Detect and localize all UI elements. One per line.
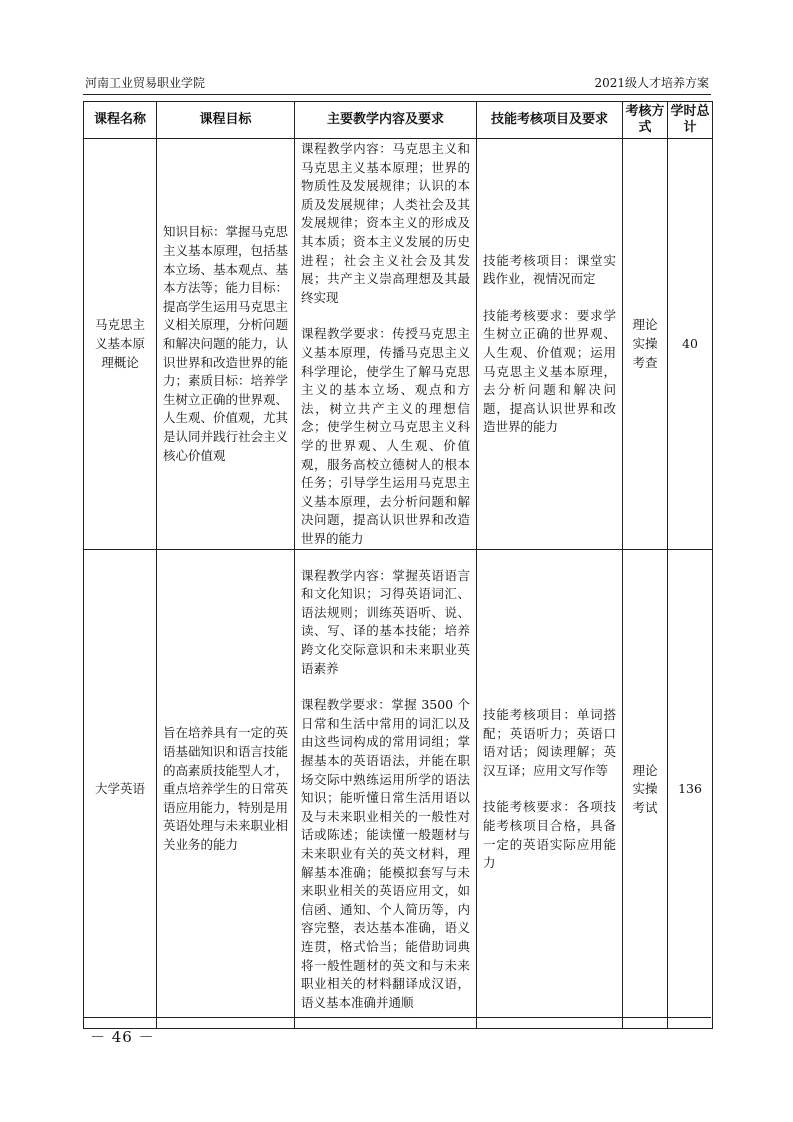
col-header-goal: 课程目标 [157,102,295,139]
skill-assessment [477,550,623,1029]
page-number: － 46 － [90,1028,155,1046]
col-header-content: 主要教学内容及要求 [295,102,477,139]
content-intro: 课程教学内容：马克思主义和马克思主义基本原理；世界的物质性及发展规律；认识的本质及发展规律；人类社会及其发展规律；资本主义的形成及其本质；资本主义发展的历史进程；社会主义社会及其发展；共产主义崇高理想及其最终实现 [301,141,470,305]
curriculum-table [83,101,713,1029]
course-name: 马克思主义基本原理概论 [84,139,157,550]
assessment-method: 理论实操考查 [623,139,668,550]
skill-items: 技能考核项目：单词搭配；英语听力；英语口语对话；阅读理解；英汉互译；应用文写作等 [483,707,616,778]
total-hours: 40 [668,139,713,550]
skill-requirements: 技能考核要求：要求学生树立正确的世界观、人生观、价值观；运用马克思主义基本原理，去分析问题和解决问题，提高认识世界和改造世界的能力 [483,307,616,435]
course-content [295,550,477,1029]
table-row [84,550,713,1029]
col-header-hours: 学时总计 [668,102,713,139]
page-header [83,73,711,93]
assessment-method: 理论实操考试 [623,550,668,1029]
plan-title: 2021级人才培养方案 [594,76,709,90]
skill-requirements: 技能考核要求：各项技能考核项目合格，具备一定的英语实际应用能力 [483,799,616,871]
school-name: 河南工业贸易职业学院 [85,76,206,90]
total-hours: 136 [668,550,713,1029]
course-goal: 知识目标：掌握马克思主义基本原理，包括基本立场、基本观点、基本方法等；能力目标：提高学生运用马克思主义相关原理，分析问题和解决问题的能力，认识世界和改造世界的能力；素质目标：培养学生树立正确的世界观、人生观、价值观，尤其是认同并践行社会主义核心价值观 [157,139,295,550]
skill-assessment [477,139,623,550]
course-goal: 旨在培养具有一定的英语基础知识和语言技能的高素质技能型人才，重点培养学生的日常英语应用能力，特别是用英语处理与未来职业相关业务的能力 [157,550,295,1029]
header-divider [83,94,711,95]
col-header-skill: 技能考核项目及要求 [477,102,623,139]
table-header-row [84,102,713,139]
footer-divider [83,1017,711,1018]
course-content [295,139,477,550]
course-name: 大学英语 [84,550,157,1029]
content-intro: 课程教学内容：掌握英语语言和文化知识；习得英语词汇、语法规则；训练英语听、说、读、写、译的基本技能；培养跨文化交际意识和未来职业英语素养 [301,567,470,676]
col-header-name: 课程名称 [84,102,157,139]
col-header-method: 考核方式 [623,102,668,139]
table-row [84,139,713,550]
content-requirements: 课程教学要求：掌握 3500 个日常和生活中常用的词汇以及由这些词构成的常用词组；掌握基本的英语语法，并能在职场交际中熟练运用所学的语法知识；能听懂日常生活用语以及与未来职业相关的一般性对话或陈述；能读懂一般题材与未来职业有关的英文材料，理解基本准确；能模拟套写与未来职业相关的英语应用文，如信函、通知、个人简历等，内容完整，表达基本准确，语义连贯，格式恰当；能借助词典将一般性题材的英文和与未来职业相关的材料翻译成汉语，语义基本准确并通顺 [301,697,470,1010]
content-requirements: 课程教学要求：传授马克思主义基本原理，传播马克思主义科学理论，使学生了解马克思主义的基本立场、观点和方法，树立共产主义的理想信念；使学生树立马克思主义科学的世界观、人生观、价值观，服务高校立德树人的根本任务；引导学生运用马克思主义基本原理，去分析问题和解决问题，提高认识世界和改造世界的能力 [301,326,470,546]
skill-items: 技能考核项目：课堂实践作业，视情况而定 [483,252,616,287]
